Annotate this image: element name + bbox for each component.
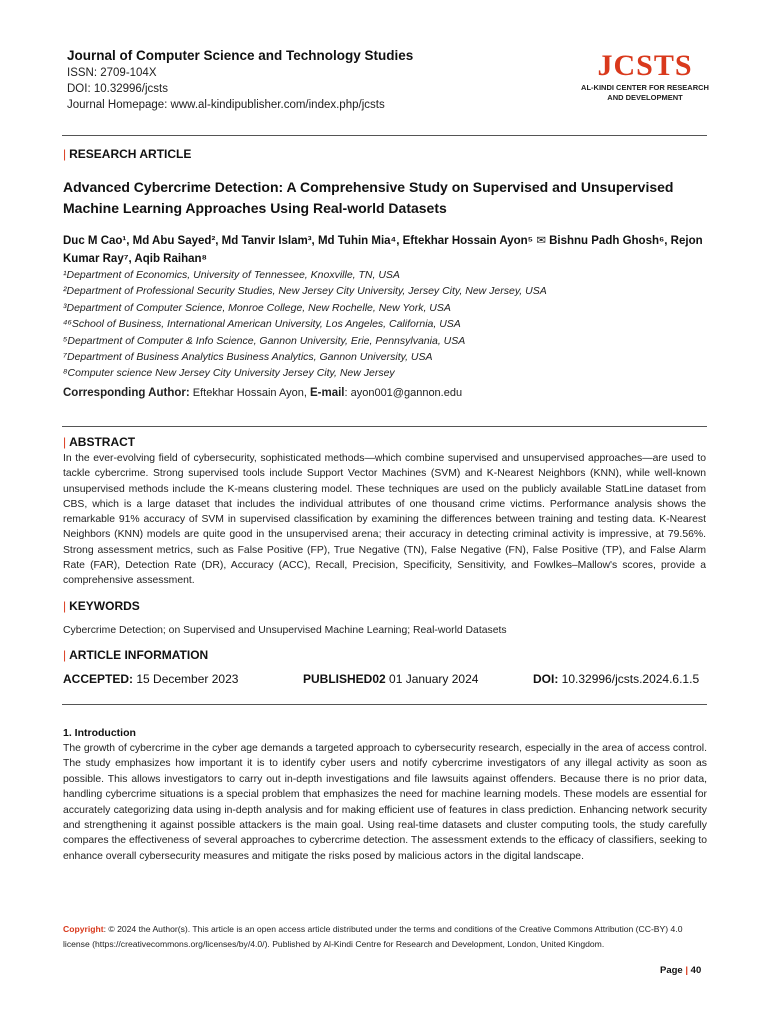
section-bar: | bbox=[63, 147, 67, 161]
affiliation-list bbox=[63, 267, 713, 382]
abstract-divider bbox=[62, 426, 707, 427]
published-date: PUBLISHED02 01 January 2024 bbox=[303, 672, 479, 686]
page-number: Page | 40 bbox=[660, 965, 702, 976]
journal-homepage[interactable]: Journal Homepage: www.al-kindipublisher.com/index.php/jcsts bbox=[67, 99, 385, 111]
logo-brand: JCSTS bbox=[597, 49, 693, 82]
email-label: E-mail bbox=[309, 387, 345, 399]
affiliation-item: ⁸Computer science New Jersey City University Jersey City, New Jersey bbox=[63, 367, 395, 380]
introduction-text: The growth of cybercrime in the cyber age demands a targeted approach to cybersecurity research, especially in the area of access control. The study emphasizes how important it is to identify cyber users and notify cybercrime investigators of any illegal activity as soon as possible. This allows investigators to carry out in-depth investigations and file lawsuits against offenders. Because there is no prior data, handling cybercrime situations is a special problem that emphasizes the need for machine learning models. These models are essential for accurately categorizing data using in-depth analysis and for making efficient use of features in class prediction. Enhancing network security and strengthening it against possible attackers is the main goal. Using real-time datasets and cluster computing tools, the study carefully compares the effectiveness of several approaches to cybercrime detection. The assessment extends to the efficacy of classifiers, seeking to enhance overall cybersecurity measures and mitigate the risks posed by malicious actors in the digital landscape. bbox=[63, 743, 707, 862]
info-divider bbox=[62, 704, 707, 705]
accepted-date: ACCEPTED: 15 December 2023 bbox=[63, 672, 239, 686]
logo-line-2: AND DEVELOPMENT bbox=[607, 93, 683, 102]
keywords-text: Cybercrime Detection; on Supervised and Unsupervised Machine Learning; Real-world Datasets bbox=[63, 625, 507, 636]
journal-issn: ISSN: 2709-104X bbox=[67, 67, 157, 79]
copyright-notice bbox=[63, 922, 693, 951]
keywords-heading: | KEYWORDS bbox=[63, 599, 140, 613]
article-doi: DOI: 10.32996/jcsts.2024.6.1.5 bbox=[533, 672, 700, 686]
section-bar: | bbox=[63, 435, 67, 449]
abstract-heading: | ABSTRACT bbox=[63, 435, 136, 449]
journal-doi: DOI: 10.32996/jcsts bbox=[67, 83, 168, 95]
article-title: Advanced Cybercrime Detection: A Comprehensive Study on Supervised and Unsupervised Machine Learning Approaches Using Real-world Datasets bbox=[63, 179, 674, 216]
affiliation-item: ¹Department of Economics, University of Tennessee, Knoxville, TN, USA bbox=[63, 269, 400, 281]
corresponding-name: Eftekhar Hossain Ayon, bbox=[189, 387, 310, 399]
affiliation-item: ²Department of Professional Security Studies, New Jersey City University, Jersey City, New Jersey, USA bbox=[63, 285, 547, 298]
affiliation-item: ⁷Department of Business Analytics Business Analytics, Gannon University, USA bbox=[63, 351, 433, 364]
journal-header bbox=[67, 47, 413, 113]
copyright-label: Copyright bbox=[63, 924, 104, 934]
affiliation-item: ³Department of Computer Science, Monroe College, New Rochelle, New York, USA bbox=[63, 301, 451, 314]
corresponding-label: Corresponding Author: bbox=[63, 387, 190, 399]
header-divider bbox=[62, 135, 707, 136]
corresponding-author bbox=[63, 385, 462, 401]
abstract-text: In the ever-evolving field of cybersecurity, sophisticated methods—which combine supervised and unsupervised approaches—are used to tackle cybercrime. Strong supervised tools include Support Vector Machines (SVM) and K-Nearest Neighbors (KNN), while well-known unsupervised methods include the K-means clustering model. These techniques are used on the publicly available StatLine dataset from CBS, which is a large dataset that includes the individual attributes of one thousand crime victims. Performance analysis shows the remarkable 91% accuracy of SVM in supervised classification by examining the differences between training and testing data. K-Nearest Neighbors (KNN) models are quite good in the unsupervised arena; their accuracy in detecting criminal activity is impressive, at 79.56%. Strong assessment metrics, such as False Positive (FP), True Negative (TN), False Negative (FN), False Positive (TP), and False Alarm Rate (FAR), Detection Rate (DR), Accuracy (ACC), Recall, Precision, Specificity, Sensitivity, and Fowlkes–Mallow's scores, provide a comprehensive assessment. bbox=[63, 453, 706, 587]
logo-line-1: AL-KINDI CENTER FOR RESEARCH bbox=[581, 83, 709, 92]
section-bar: | bbox=[63, 648, 67, 662]
copyright-text: : © 2024 the Author(s). This article is an open access article distributed under the terms and conditions of the Creative Commons Attribution (CC-BY) 4.0 license (https://creativecommons.org/licenses/by/4.0/). Published by Al-Kindi Centre for Research and Development, London, United Kingdom. bbox=[63, 924, 683, 949]
article-info-heading: | ARTICLE INFORMATION bbox=[63, 648, 209, 662]
section-bar: | bbox=[63, 599, 67, 613]
journal-name: Journal of Computer Science and Technology Studies bbox=[67, 48, 414, 63]
affiliation-item: ⁵Department of Computer & Info Science, Gannon University, Erie, Pennsylvania, USA bbox=[63, 334, 466, 347]
article-type-heading: | RESEARCH ARTICLE bbox=[63, 147, 192, 161]
publisher-logo bbox=[575, 49, 715, 103]
introduction-heading: 1. Introduction bbox=[63, 727, 136, 739]
author-list: Duc M Cao¹, Md Abu Sayed², Md Tanvir Islam³, Md Tuhin Mia⁴, Eftekhar Hossain Ayon⁵ ✉ Bishnu Padh Ghosh⁶, Rejon Kumar Ray⁷, Aqib Raihan⁸ bbox=[63, 235, 703, 265]
corresponding-email[interactable]: : ayon001@gannon.edu bbox=[344, 387, 463, 399]
affiliation-item: ⁴⁶School of Business, International American University, Los Angeles, California, USA bbox=[63, 318, 461, 331]
